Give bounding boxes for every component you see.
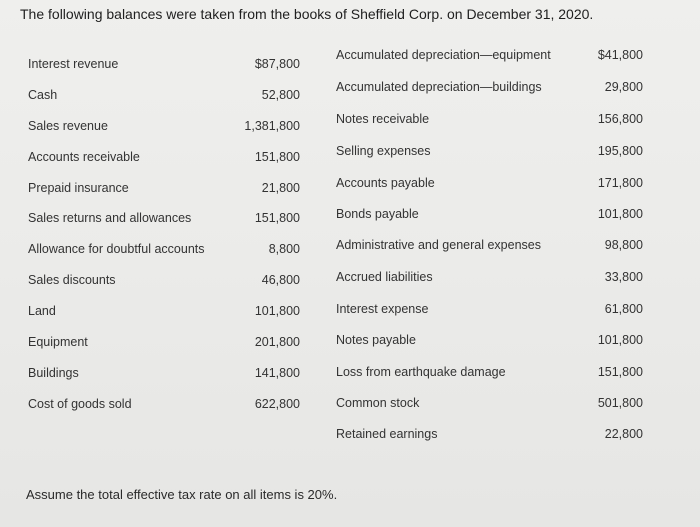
account-value: 22,800 [604,427,643,441]
right-row [0,333,700,355]
right-row [0,48,700,70]
account-value: 151,800 [597,365,643,379]
account-label: Common stock [336,396,420,410]
account-label: Equipment [28,335,88,349]
account-value: 171,800 [597,176,643,190]
right-row [0,176,700,198]
account-label: Retained earnings [336,427,438,441]
account-value: 622,800 [254,397,300,411]
account-label: Accumulated depreciation—buildings [336,80,542,94]
account-label: Sales discounts [28,273,116,287]
account-label: Cost of goods sold [28,397,132,411]
account-label: Selling expenses [336,144,431,158]
account-label: Buildings [28,366,79,380]
right-row [0,365,700,387]
right-row [0,207,700,229]
right-row [0,80,700,102]
account-label: Interest expense [336,302,429,316]
account-value: 201,800 [254,335,300,349]
right-row [0,238,700,260]
page-heading: The following balances were taken from the books of Sheffield Corp. on December 31, 2020. [20,6,594,22]
account-label: Notes payable [336,333,416,347]
account-value: 101,800 [254,304,300,318]
account-value: $41,800 [597,48,643,62]
account-label: Sales revenue [28,119,108,133]
account-value: 29,800 [604,80,643,94]
account-label: Loss from earthquake damage [336,365,506,379]
account-value: 151,800 [254,211,300,225]
account-value: 46,800 [261,273,300,287]
account-value: $87,800 [254,57,300,71]
account-label: Cash [28,88,58,102]
account-value: 195,800 [597,144,643,158]
account-value: 501,800 [597,396,643,410]
right-row [0,144,700,166]
account-label: Interest revenue [28,57,119,71]
account-label: Allowance for doubtful accounts [28,242,205,256]
account-value: 1,381,800 [244,119,300,133]
right-row [0,270,700,292]
tax-rate-note: Assume the total effective tax rate on all items is 20%. [26,487,338,502]
account-value: 61,800 [604,302,643,316]
account-value: 151,800 [254,150,300,164]
account-label: Accounts payable [336,176,435,190]
account-label: Administrative and general expenses [336,238,541,252]
account-label: Notes receivable [336,112,430,126]
account-label: Accrued liabilities [336,270,433,284]
account-value: 156,800 [597,112,643,126]
account-value: 101,800 [597,333,643,347]
account-label: Sales returns and allowances [28,211,192,225]
account-label: Land [28,304,56,318]
account-label: Accounts receivable [28,150,140,164]
account-label: Accumulated depreciation—equipment [336,48,551,62]
account-value: 33,800 [604,270,643,284]
right-row [0,427,700,449]
account-value: 141,800 [254,366,300,380]
account-value: 8,800 [268,242,300,256]
account-value: 21,800 [261,181,300,195]
account-value: 98,800 [604,238,643,252]
account-label: Prepaid insurance [28,181,129,195]
right-row [0,396,700,418]
right-row [0,112,700,134]
account-value: 52,800 [261,88,300,102]
account-label: Bonds payable [336,207,419,221]
account-value: 101,800 [597,207,643,221]
right-row [0,302,700,324]
